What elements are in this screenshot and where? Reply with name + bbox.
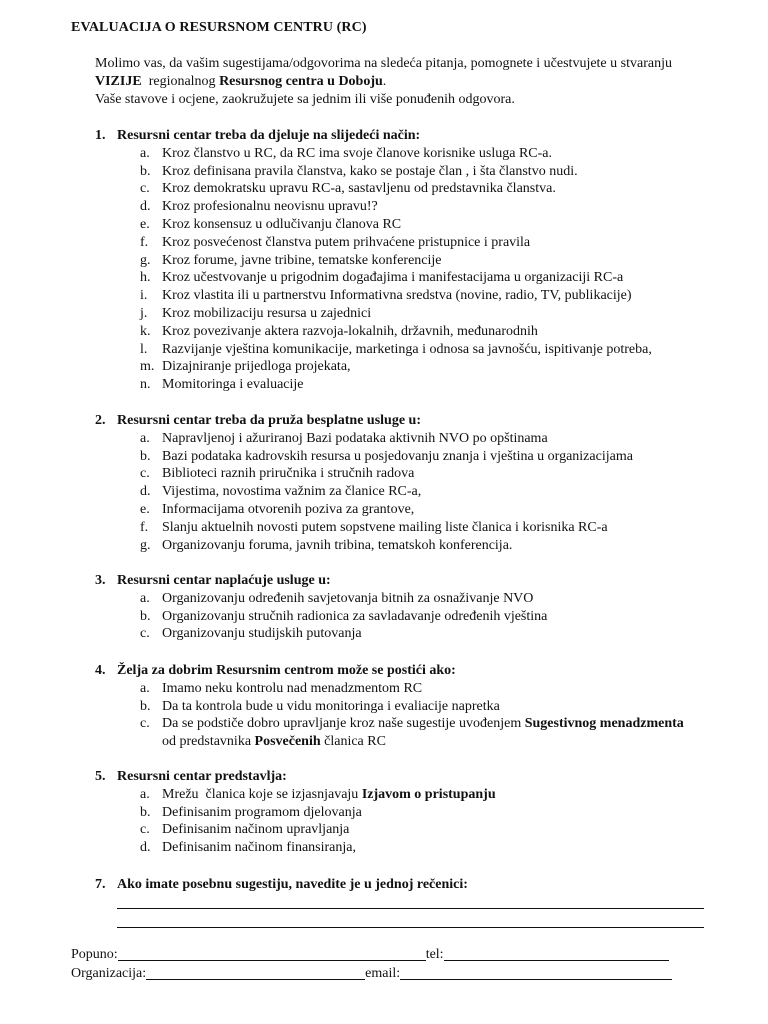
answer-option[interactable] <box>95 305 735 323</box>
option-text: Definisanim načinom finansiranja, <box>162 840 356 856</box>
answer-option[interactable] <box>95 376 735 394</box>
option-letter: g. <box>140 252 151 268</box>
answer-option[interactable] <box>95 287 735 305</box>
option-text <box>162 786 735 804</box>
answer-option[interactable] <box>95 341 735 359</box>
option-text: Kroz povezivanje aktera razvoja-lokalnih, državnih, međunarodnih <box>162 323 538 339</box>
option-text-bold: Sugestivnog menadzmenta <box>524 716 684 732</box>
answer-option[interactable] <box>95 323 735 341</box>
question-number: 5. <box>95 769 106 784</box>
option-text: Kroz posvećenost članstva putem prihvaćene pristupnice i pravila <box>162 234 531 250</box>
question-heading <box>95 412 735 430</box>
question-text: Želja za dobrim Resursnim centrom može se postići ako: <box>117 663 456 678</box>
intro-line-3: Vaše stavove i ocjene, zaokružujete sa jednim ili više ponuđenih odgovora. <box>95 91 515 107</box>
option-letter: h. <box>140 270 151 286</box>
option-letter: b. <box>140 448 151 464</box>
answer-list <box>95 786 735 857</box>
answer-option[interactable] <box>95 252 735 270</box>
suggestion-answer-line-2[interactable] <box>117 927 704 928</box>
option-letter: f. <box>140 234 149 250</box>
question-text: Resursni centar treba da pruža besplatne usluge u: <box>117 413 422 428</box>
answer-option[interactable] <box>95 269 735 287</box>
option-text: Vijestima, novostima važnim za članice RC-a, <box>162 484 422 500</box>
answer-option[interactable] <box>95 680 735 698</box>
question-1 <box>95 127 735 394</box>
question-heading <box>95 572 735 590</box>
option-text: Organizovanju određenih savjetovanja bitnih za osnaživanje NVO <box>162 590 534 606</box>
option-text-bold: Izjavom o pristupanju <box>361 786 496 802</box>
option-letter: a. <box>140 145 150 161</box>
option-letter: n. <box>140 377 151 393</box>
option-letter: a. <box>140 786 150 802</box>
option-text: Imamo neku kontrolu nad menadzmentom RC <box>162 680 423 696</box>
option-letter: c. <box>140 181 150 197</box>
answer-option[interactable] <box>95 234 735 252</box>
question-text: Resursni centar treba da djeluje na slijedeći način: <box>117 128 421 143</box>
question-number: 3. <box>95 573 106 588</box>
question-7 <box>95 876 735 894</box>
option-letter: b. <box>140 804 151 820</box>
tel-field[interactable] <box>444 946 669 961</box>
answer-list <box>95 680 735 751</box>
option-text: Kroz forume, javne tribine, tematske konferencije <box>162 252 442 268</box>
option-text: Organizovanju stručnih radionica za savladavanje određenih vještina <box>162 608 548 624</box>
question-4 <box>95 662 735 751</box>
option-letter: a. <box>140 430 150 446</box>
intro-period: . <box>382 73 387 89</box>
option-letter: c. <box>140 466 150 482</box>
question-5 <box>95 768 735 857</box>
footer-row-organizacija <box>71 965 672 983</box>
intro-line-2 <box>95 73 745 91</box>
option-text: Informacijama otvorenih poziva za grantove, <box>162 501 415 517</box>
answer-option[interactable] <box>95 590 735 608</box>
question-text: Ako imate posebnu sugestiju, navedite je u jednoj rečenici: <box>117 877 468 892</box>
organizacija-label: Organizacija: <box>71 966 147 982</box>
question-number: 2. <box>95 413 106 428</box>
answer-option[interactable] <box>95 608 735 626</box>
question-2 <box>95 412 735 554</box>
answer-option[interactable] <box>95 448 735 466</box>
suggestion-answer-line-1[interactable] <box>117 908 704 909</box>
option-letter: d. <box>140 484 151 500</box>
option-letter: e. <box>140 216 150 232</box>
option-text: Kroz članstvo u RC, da RC ima svoje članove korisnike usluga RC-a. <box>162 145 552 161</box>
option-letter: g. <box>140 537 151 553</box>
option-letter: i. <box>140 288 148 304</box>
option-letter: c. <box>140 626 150 642</box>
option-letter: b. <box>140 608 151 624</box>
question-heading <box>95 768 735 786</box>
tel-label: tel: <box>425 947 444 963</box>
option-text-bold: Posvečenih <box>254 734 321 750</box>
option-letter: d. <box>140 199 151 215</box>
option-text: Organizovanju studijskih putovanja <box>162 626 362 642</box>
option-text: Dizajniranje prijedloga projekata, <box>162 359 351 375</box>
answer-option[interactable] <box>95 804 735 822</box>
question-text: Resursni centar predstavlja: <box>117 769 287 784</box>
option-text: Kroz demokratsku upravu RC-a, sastavljenu od predstavnika članstva. <box>162 181 556 197</box>
answer-option[interactable] <box>95 465 735 483</box>
email-field[interactable] <box>400 965 672 980</box>
option-text-line-2 <box>162 733 735 751</box>
option-text: Da ta kontrola bude u vidu monitoringa i evaliacije napretka <box>162 698 500 714</box>
option-letter: d. <box>140 840 151 856</box>
option-letter: c. <box>140 716 150 732</box>
popuno-label: Popuno: <box>71 947 118 963</box>
intro-resursni-centar: Resursnog centra u Doboju <box>219 73 383 89</box>
answer-option[interactable] <box>95 163 735 181</box>
option-letter: c. <box>140 822 150 838</box>
option-text: Kroz profesionalnu neovisnu upravu!? <box>162 199 378 215</box>
option-letter: b. <box>140 698 151 714</box>
option-text: Razvijanje vještina komunikacije, marketinga i odnosa sa javnošću, ispitivanje potreba, <box>162 341 652 357</box>
option-text: Bazi podataka kadrovskih resursa u posjedovanju znanja i vještina u organizacijama <box>162 448 633 464</box>
option-text: Kroz mobilizaciju resursa u zajednici <box>162 305 372 321</box>
answer-option[interactable] <box>95 198 735 216</box>
question-heading <box>95 127 735 145</box>
answer-option[interactable] <box>95 180 735 198</box>
option-letter: a. <box>140 590 150 606</box>
option-text: Definisanim programom djelovanja <box>162 804 362 820</box>
option-text: Definisanim načinom upravljanja <box>162 822 350 838</box>
answer-option[interactable] <box>95 501 735 519</box>
option-letter: a. <box>140 680 150 696</box>
document-title: EVALUACIJA O RESURSNOM CENTRU (RC) <box>71 20 367 35</box>
question-number: 7. <box>95 877 106 892</box>
question-number: 4. <box>95 663 106 678</box>
answer-option[interactable] <box>95 358 735 376</box>
email-label: email: <box>365 966 401 982</box>
intro-paragraph <box>95 55 745 108</box>
intro-text: regionalnog <box>141 73 220 89</box>
option-letter: k. <box>140 323 151 339</box>
answer-option[interactable] <box>95 430 735 448</box>
option-text: Momitoringa i evaluacije <box>162 377 304 393</box>
question-number: 1. <box>95 128 106 143</box>
option-letter: m. <box>140 359 155 375</box>
option-text-part: Mrežu članica koje se izjasnjavaju <box>162 786 362 802</box>
question-3 <box>95 572 735 643</box>
answer-option[interactable] <box>95 839 735 857</box>
organizacija-field[interactable] <box>146 965 365 980</box>
answer-list <box>95 590 735 643</box>
intro-line-1: Molimo vas, da vašim sugestijama/odgovorima na sledeća pitanja, pomognete i učestvujete u stvaranju <box>95 56 672 71</box>
option-text-part: članica RC <box>320 734 386 750</box>
footer-row-popuno <box>71 946 669 964</box>
answer-option[interactable] <box>95 625 735 643</box>
option-text-line-1 <box>162 715 735 733</box>
option-text: Napravljenoj i ažuriranoj Bazi podataka aktivnih NVO po opštinama <box>162 430 548 446</box>
answer-list <box>95 145 735 394</box>
question-heading <box>95 876 735 894</box>
question-text: Resursni centar naplaćuje usluge u: <box>117 573 331 588</box>
answer-option[interactable] <box>95 698 735 716</box>
popuno-field[interactable] <box>118 946 426 961</box>
answer-option[interactable] <box>95 483 735 501</box>
option-text: Organizovanju foruma, javnih tribina, tematskoh konferencija. <box>162 537 513 553</box>
answer-option[interactable] <box>95 715 735 751</box>
option-text: Kroz konsensuz u odlučivanju članova RC <box>162 216 402 232</box>
option-text: Kroz vlastita ili u partnerstvu Informativna sredstva (novine, radio, TV, publikacije) <box>162 288 632 304</box>
option-text: Slanju aktuelnih novosti putem sopstvene mailing liste članica i korisnika RC-a <box>162 519 608 535</box>
answer-list <box>95 430 735 555</box>
answer-option[interactable] <box>95 821 735 839</box>
answer-option[interactable] <box>95 145 735 163</box>
option-text-part: od predstavnika <box>162 734 255 750</box>
answer-option[interactable] <box>95 786 735 804</box>
option-text <box>162 715 735 751</box>
option-text: Kroz učestvovanje u prigodnim događajima i manifestacijama u organizaciji RC-a <box>162 270 624 286</box>
answer-option[interactable] <box>95 216 735 234</box>
answer-option[interactable] <box>95 537 735 555</box>
intro-vizije: VIZIJE <box>95 73 142 89</box>
option-text: Kroz definisana pravila članstva, kako se postaje član , i šta članstvo nudi. <box>162 163 578 179</box>
option-letter: e. <box>140 501 150 517</box>
option-text: Biblioteci raznih priručnika i stručnih radova <box>162 466 415 482</box>
option-letter: b. <box>140 163 151 179</box>
option-letter: j. <box>140 305 148 321</box>
option-letter: l. <box>140 341 148 357</box>
option-letter: f. <box>140 519 149 535</box>
answer-option[interactable] <box>95 519 735 537</box>
question-heading <box>95 662 735 680</box>
option-text-part: Da se podstiče dobro upravljanje kroz naše sugestije uvođenjem <box>162 716 525 732</box>
